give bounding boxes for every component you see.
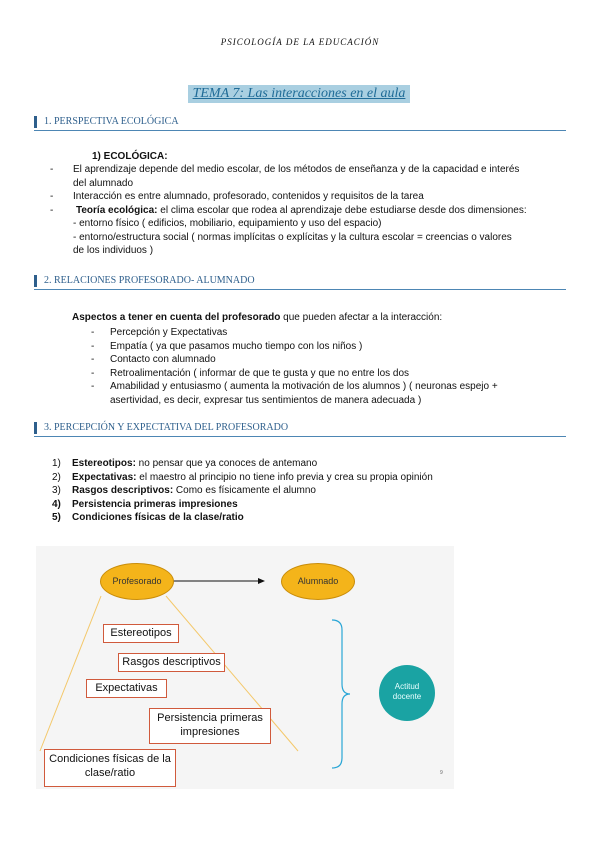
list-item-continuation: asertividad, es decir, expresar tus sentimientos de manera adecuada ): [110, 394, 422, 406]
list-item-continuation: - entorno físico ( edificios, mobiliario, equipamiento y uso del espacio): [73, 218, 382, 229]
section-marker: [34, 116, 37, 128]
section-3-list: [52, 457, 572, 525]
intro-text: que pueden afectar a la interacción:: [280, 312, 443, 323]
section-3-heading-text: 3. PERCEPCIÓN Y EXPECTATIVA DEL PROFESORADO: [44, 422, 289, 433]
box-expectativas: [86, 679, 167, 698]
term-bold: Persistencia primeras impresiones: [72, 498, 238, 510]
item-text: Como es físicamente el alumno: [173, 485, 316, 496]
box-estereotipos: [103, 624, 179, 643]
section-1-heading-text: 1. PERSPECTIVA ECOLÓGICA: [44, 116, 179, 127]
list-item-continuation: - entorno/estructura social ( normas implícitas o explícitas y la cultura escolar = creencias o valores: [73, 231, 512, 243]
list-item: - Empatía ( ya que pasamos mucho tiempo con los niños ): [91, 340, 363, 352]
numbered-item: [52, 457, 572, 471]
item-number: 4): [52, 498, 61, 510]
numbered-item: [52, 511, 572, 525]
box-label: Estereotipos: [110, 627, 172, 639]
list-item-text: Empatía ( ya que pasamos mucho tiempo con los niños ): [110, 340, 363, 352]
item-text: el maestro al principio no tiene info previa y crea su propia opinión: [136, 471, 433, 483]
box-label-line2: clase/ratio: [84, 767, 136, 779]
alumnado-label: Alumnado: [297, 576, 339, 586]
list-item: - Interacción es entre alumnado, profesorado, contenidos y requisitos de la tarea: [50, 191, 424, 202]
list-item: - Amabilidad y entusiasmo ( aumenta la motivación de los alumnos ) ( neuronas espejo +: [91, 381, 498, 392]
curly-brace: [332, 620, 350, 768]
alumnado-node: [281, 563, 355, 600]
actitud-docente-node: [379, 665, 435, 721]
section-2-list: [91, 326, 580, 407]
list-item-text: Interacción es entre alumnado, profesorado, contenidos y requisitos de la tarea: [73, 191, 424, 202]
box-label: Expectativas: [95, 682, 158, 694]
list-item-text: El aprendizaje depende del medio escolar, de los métodos de enseñanza y de la capacidad e interés: [73, 164, 520, 175]
arrow-head: [258, 578, 265, 584]
item-number: 1): [52, 458, 61, 469]
numbered-item: [52, 484, 572, 498]
term-bold: Condiciones físicas de la clase/ratio: [72, 512, 244, 523]
section-1-heading: [34, 114, 566, 131]
item-number: 3): [52, 485, 61, 496]
item-text: no pensar que ya conoces de antemano: [135, 458, 318, 469]
section-2-heading: [34, 273, 566, 290]
term-bold: Expectativas:: [72, 471, 137, 483]
section-2-intro: [72, 311, 572, 325]
list-item: - Contacto con alumnado: [91, 354, 216, 365]
diagram-panel: [36, 546, 454, 789]
box-persistencia: [149, 708, 271, 744]
section-1-list: [50, 163, 573, 258]
box-condiciones-fisicas: [44, 749, 176, 787]
box-label: Rasgos descriptivos: [122, 656, 221, 668]
list-item: - Retroalimentación ( informar de que te gusta y que no entre los dos: [91, 367, 410, 379]
list-item-text: Retroalimentación ( informar de que te gusta y que no entre los dos: [110, 367, 410, 379]
document-header: PSICOLOGÍA DE LA EDUCACIÓN: [220, 37, 380, 47]
term-bold: Teoría ecológica:: [76, 204, 158, 216]
box-label-line2: impresiones: [180, 726, 240, 738]
term-bold: Rasgos descriptivos:: [72, 485, 174, 496]
list-item: - Teoría ecológica: el clima escolar que rodea al aprendizaje debe estudiarse desde dos dimensiones:: [50, 204, 527, 216]
list-item: - El aprendizaje depende del medio escolar, de los métodos de enseñanza y de la capacidad e interés: [50, 164, 520, 175]
list-item-continuation: de los individuos ): [73, 245, 154, 256]
profesorado-node: [100, 563, 174, 600]
section-marker: [34, 422, 37, 434]
actitud-label-line2: docente: [392, 692, 422, 701]
list-item-continuation: del alumnado: [73, 177, 134, 189]
item-number: 2): [52, 471, 61, 483]
list-item-text: el clima escolar que rodea al aprendizaje debe estudiarse desde dos dimensiones:: [157, 204, 527, 216]
section-2-heading-text: 2. RELACIONES PROFESORADO- ALUMNADO: [44, 275, 255, 286]
item-number: 5): [52, 512, 61, 523]
profesorado-label: Profesorado: [112, 576, 162, 586]
section-3-heading: [34, 420, 566, 437]
actitud-label-line1: Actitud: [394, 682, 420, 691]
section-1-subheading: 1) ECOLÓGICA:: [92, 151, 168, 162]
list-item: - Percepción y Expectativas: [91, 327, 228, 338]
box-label-line1: Persistencia primeras: [157, 712, 263, 724]
list-item-text: Percepción y Expectativas: [110, 327, 228, 338]
topic-title: TEMA 7: Las interacciones en el aula: [188, 85, 410, 103]
slide-page-number: 9: [440, 770, 443, 776]
intro-bold: Aspectos a tener en cuenta del profesorado: [72, 312, 281, 323]
box-rasgos-descriptivos: [118, 653, 225, 672]
list-item-text: Contacto con alumnado: [110, 354, 216, 365]
box-label-line1: Condiciones físicas de la: [49, 753, 171, 765]
section-marker: [34, 275, 37, 287]
list-item-text: Amabilidad y entusiasmo ( aumenta la motivación de los alumnos ) ( neuronas espejo +: [110, 381, 498, 392]
triangle-left-line: [40, 596, 101, 751]
numbered-item: [52, 498, 572, 512]
numbered-item: [52, 471, 572, 485]
term-bold: Estereotipos:: [72, 458, 136, 469]
